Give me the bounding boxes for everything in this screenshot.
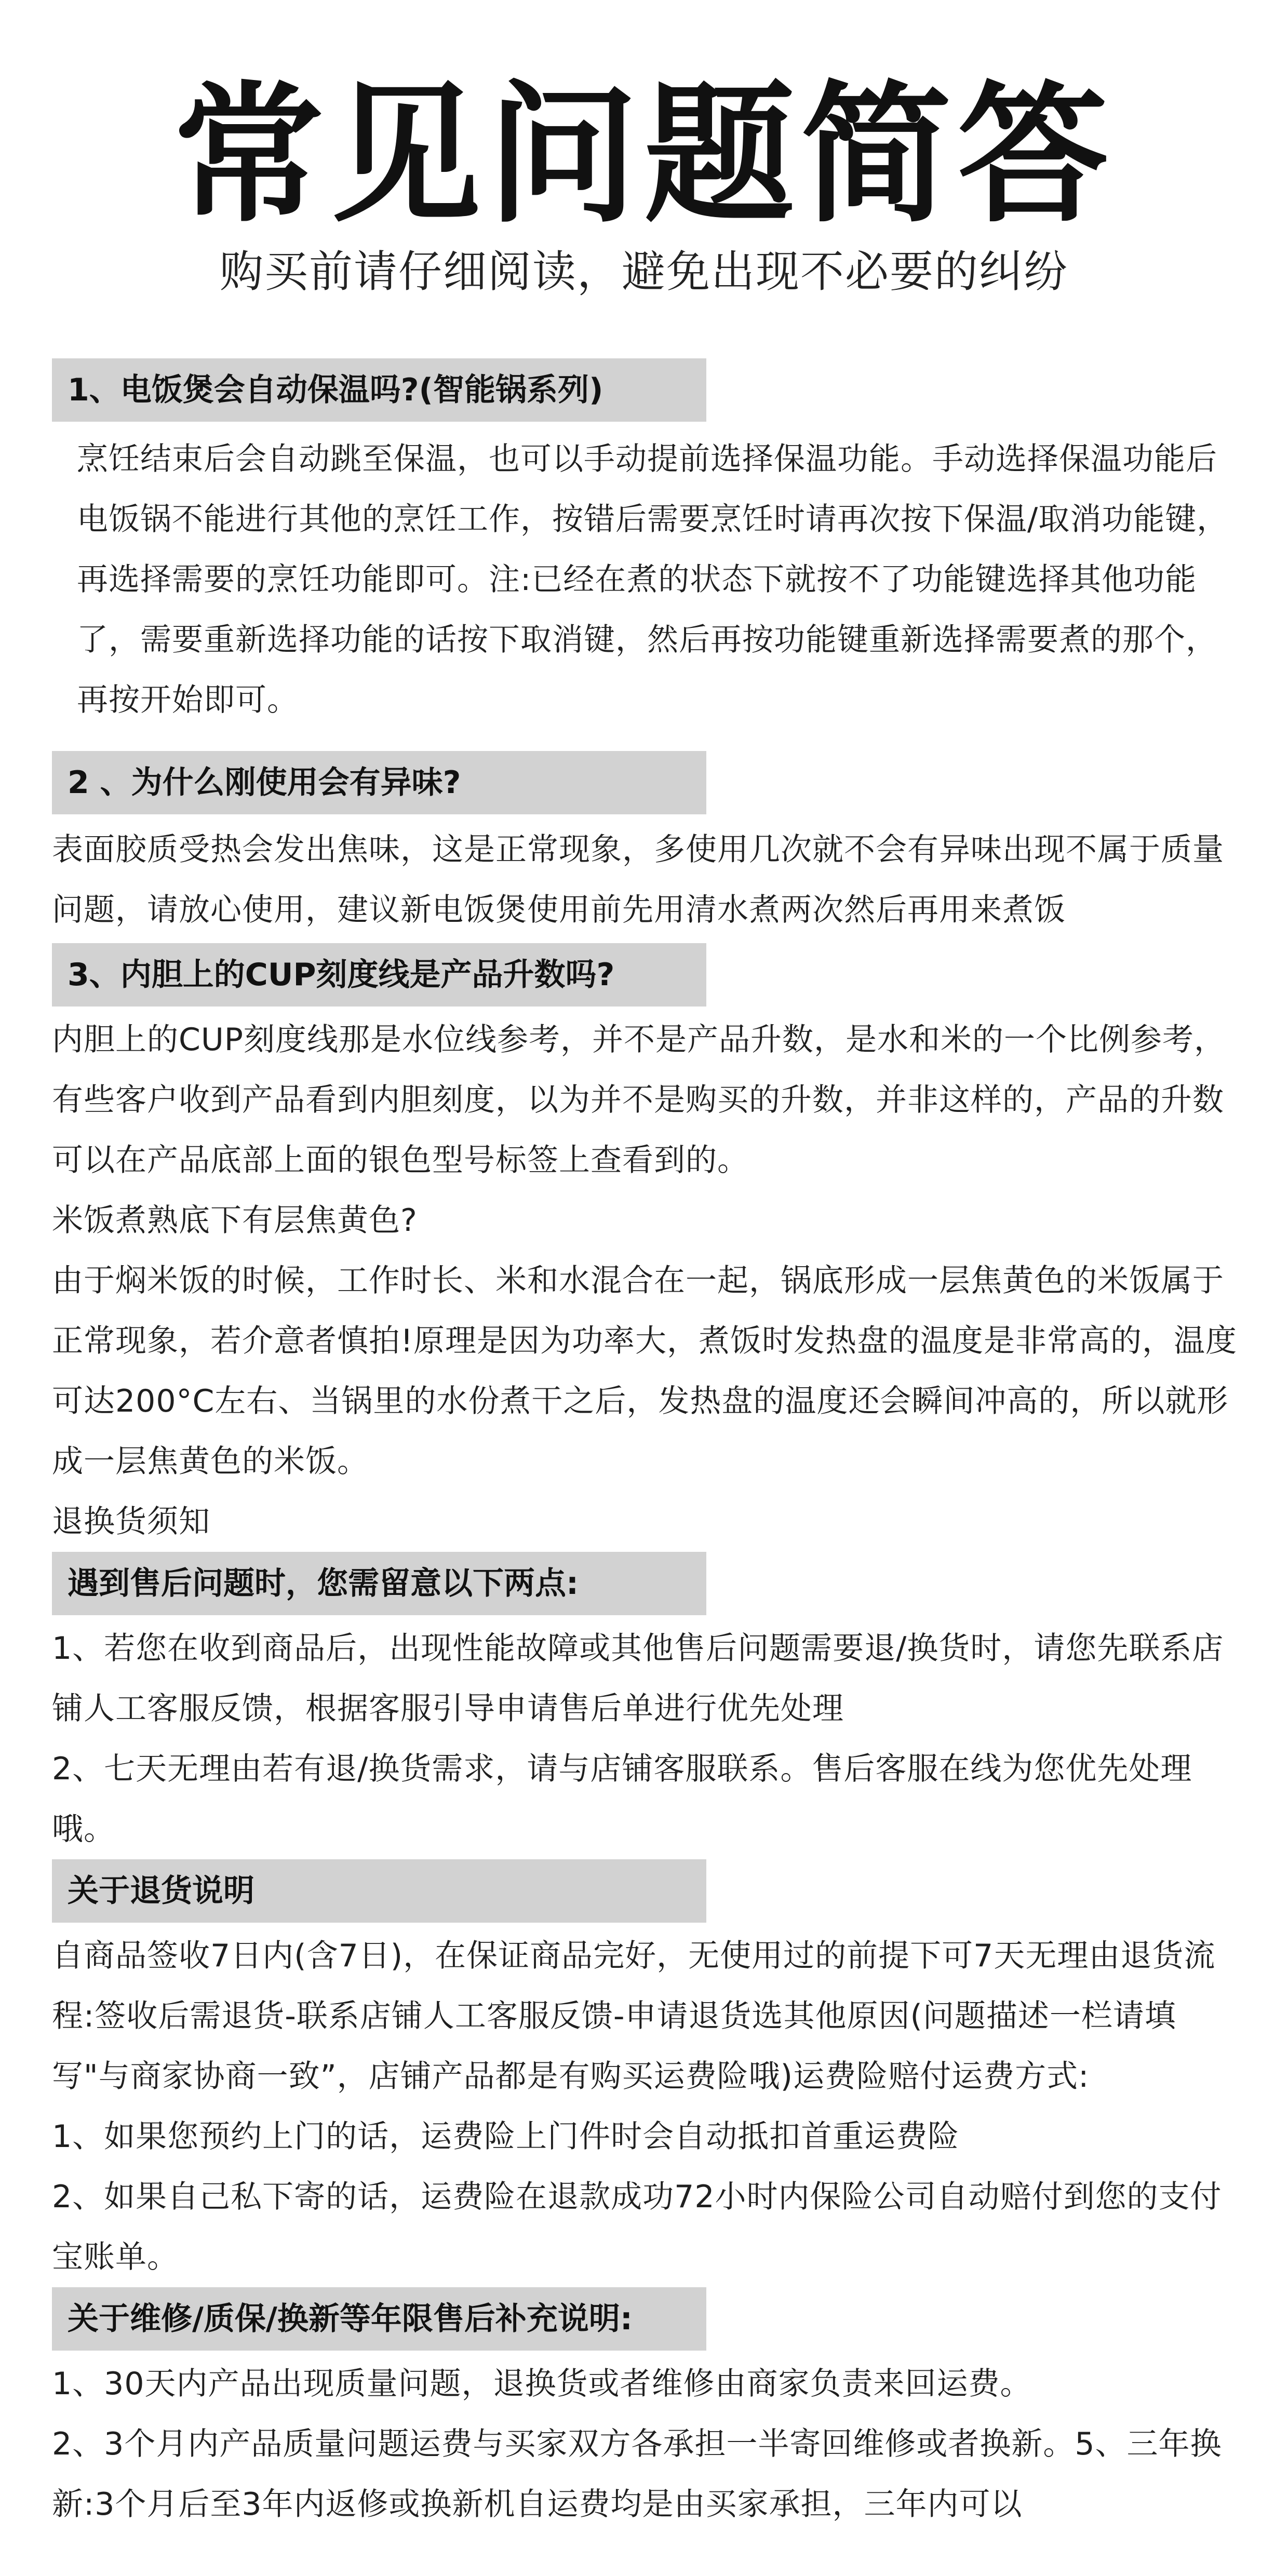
section-text: 表面胶质受热会发出焦味，这是正常现象，多使用几次就不会有异味出现不属于质量问题，请放心使用，建议新电饭煲使用前先用清水煮两次然后再用来煮饭: [52, 831, 1224, 928]
page-title: 常见问题简答: [173, 68, 1115, 243]
section-text: 内胆上的CUP刻度线那是水位线参考，并不是产品升数，是水和米的一个比例参考，有些客户收到产品看到内胆刻度，以为并不是购买的升数，并非这样的，产品的升数可以在产品底部上面的银色型号标签上查看到的。: [52, 1022, 1226, 1178]
section-text: 1、若您在收到商品后，出现性能故障或其他售后问题需要退/换货时，请您先联系店铺人工客服反馈，根据客服引导申请售后单进行优先处理: [52, 1630, 1224, 1727]
section-text: 2、七天无理由若有退/换货需求，请与店铺客服联系。售后客服在线为您优先处理哦。: [52, 1751, 1192, 1847]
section-text: 2、3个月内产品质量问题运费与买家双方各承担一半寄回维修或者换新。5、三年换新:3个月后至3年内返修或换新机自运费均是由买家承担，三年内可以: [52, 2426, 1222, 2523]
section-header-auto-warm: 1、电饭煲会自动保温吗?(智能锅系列): [52, 358, 706, 422]
section-subheading: 米饭煮熟底下有层焦黄色?: [52, 1202, 418, 1239]
section-subheading: 退换货须知: [52, 1504, 210, 1540]
section-text: 烹饪结束后会自动跳至保温，也可以手动提前选择保温功能。手动选择保温功能后电饭锅不能进行其他的烹饪工作，按错后需要烹饪时请再次按下保温/取消功能键，再选择需要的烹饪功能即可。注:已经在煮的状态下就按不了功能键选择其他功能了，需要重新选择功能的话按下取消键，然后再按功能键重新选择需要煮的那个，再按开始即可。: [77, 441, 1229, 718]
section-header-odor: 2 、为什么刚使用会有异味?: [52, 751, 706, 814]
section-header-cup-scale: 3、内胆上的CUP刻度线是产品升数吗?: [52, 943, 706, 1007]
section-text: 自商品签收7日内(含7日)，在保证商品完好，无使用过的前提下可7天无理由退货流程:签收后需退货-联系店铺人工客服反馈-申请退货选其他原因(问题描述一栏请填写"与商家协商一致”，店铺产品都是有购买运费险哦)运费险赔付运费方式:: [52, 1938, 1216, 2095]
section-text: 1、30天内产品出现质量问题，退换货或者维修由商家负责来回运费。: [52, 2366, 1032, 2402]
section-header-returns: 关于退货说明: [52, 1859, 706, 1923]
page-subtitle: 购买前请仔细阅读，避免出现不必要的纠纷: [219, 246, 1068, 297]
faq-content: [52, 358, 1241, 2534]
section-header-after-sales: 遇到售后问题时，您需留意以下两点:: [52, 1552, 706, 1615]
section-text: 1、如果您预约上门的话，运费险上门件时会自动抵扣首重运费险: [52, 2118, 960, 2155]
section-text: 2、如果自己私下寄的话，运费险在退款成功72小时内保险公司自动赔付到您的支付宝账单。: [52, 2179, 1222, 2275]
section-text: 由于焖米饭的时候，工作时长、米和水混合在一起，锅底形成一层焦黄色的米饭属于正常现象，若介意者慎拍!原理是因为功率大，煮饭时发热盘的温度是非常高的，温度可达200°C左右、当锅里的水份煮干之后，发热盘的温度还会瞬间冲高的，所以就形成一层焦黄色的米饭。: [52, 1263, 1238, 1480]
section-header-warranty: 关于维修/质保/换新等年限售后补充说明:: [52, 2287, 706, 2351]
